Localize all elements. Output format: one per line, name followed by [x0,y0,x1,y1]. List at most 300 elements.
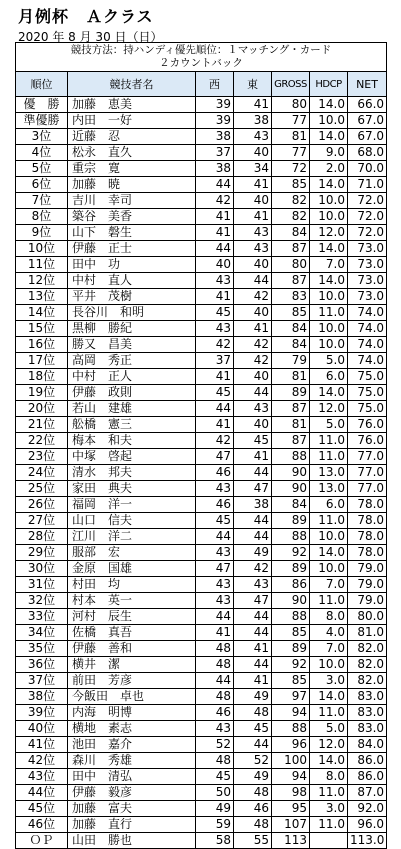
cell-player-name: 森川 秀雄 [68,753,196,769]
cell-player-name: 村田 均 [68,577,196,593]
cell-hdcp: 11.0 [310,449,348,465]
table-row [16,801,387,817]
cell-player-name: 今飯田 卓也 [68,689,196,705]
cell-player-name: 金原 国雄 [68,561,196,577]
table-body [16,97,387,849]
table-row [16,753,387,769]
cell-west-score: 48 [196,641,234,657]
cell-east-score: 44 [234,657,272,673]
table-row [16,449,387,465]
table-row [16,161,387,177]
cell-east-score: 49 [234,545,272,561]
cell-gross: 100 [272,753,310,769]
cell-rank: 15位 [16,321,68,337]
cell-west-score: 48 [196,753,234,769]
cell-rank: 準優勝 [16,113,68,129]
competition-method [16,43,387,72]
cell-net: 83.0 [348,705,387,721]
cell-player-name: 江川 洋二 [68,529,196,545]
cell-net: 66.0 [348,97,387,113]
cell-hdcp: 6.0 [310,369,348,385]
cell-player-name: 山口 信夫 [68,513,196,529]
table-row [16,465,387,481]
cell-rank: 3位 [16,129,68,145]
cell-hdcp: 11.0 [310,817,348,833]
results-table [15,42,387,849]
cell-east-score: 42 [234,289,272,305]
table-row [16,577,387,593]
cell-rank: 17位 [16,353,68,369]
cell-player-name: 村本 英一 [68,593,196,609]
cell-net: 74.0 [348,337,387,353]
cell-gross: 82 [272,193,310,209]
cell-east-score: 43 [234,225,272,241]
cell-gross: 82 [272,209,310,225]
cell-rank: 29位 [16,545,68,561]
cell-gross: 98 [272,785,310,801]
table-row [16,625,387,641]
cell-east-score: 48 [234,817,272,833]
cell-gross: 85 [272,177,310,193]
cell-player-name: 清水 邦夫 [68,465,196,481]
cell-rank: 45位 [16,801,68,817]
cell-player-name: 横地 素志 [68,721,196,737]
cell-net: 72.0 [348,209,387,225]
cell-gross: 96 [272,737,310,753]
cell-west-score: 43 [196,545,234,561]
cell-player-name: 山田 勝也 [68,833,196,849]
cell-east-score: 47 [234,481,272,497]
table-row [16,337,387,353]
cell-east-score: 43 [234,129,272,145]
cell-net: 78.0 [348,497,387,513]
event-date: 2020 年 8 月 30 日（日） [18,30,163,44]
cell-west-score: 46 [196,465,234,481]
cell-gross: 81 [272,129,310,145]
cell-player-name: 田中 清弘 [68,769,196,785]
cell-rank: 10位 [16,241,68,257]
cell-east-score: 40 [234,305,272,321]
cell-player-name: 若山 建雄 [68,401,196,417]
cell-player-name: 佐橋 真吾 [68,625,196,641]
cell-gross: 85 [272,673,310,689]
cell-hdcp: 11.0 [310,785,348,801]
cell-hdcp: 10.0 [310,337,348,353]
cell-net: 73.0 [348,273,387,289]
table-row [16,177,387,193]
cell-east-score: 40 [234,145,272,161]
cell-rank: 12位 [16,273,68,289]
cell-gross: 90 [272,481,310,497]
cell-net: 75.0 [348,369,387,385]
cell-gross: 107 [272,817,310,833]
cell-player-name: 中村 正人 [68,369,196,385]
cell-west-score: 41 [196,417,234,433]
cell-rank: 9位 [16,225,68,241]
cell-west-score: 41 [196,209,234,225]
cell-gross: 84 [272,497,310,513]
cell-west-score: 52 [196,737,234,753]
cell-rank: 11位 [16,257,68,273]
cell-player-name: 福岡 洋一 [68,497,196,513]
cell-hdcp: 5.0 [310,721,348,737]
cell-net: 86.0 [348,769,387,785]
cell-gross: 84 [272,321,310,337]
header-hdcp: HDCP [310,72,348,97]
cell-player-name: 長谷川 和明 [68,305,196,321]
cell-east-score: 34 [234,161,272,177]
cell-west-score: 41 [196,369,234,385]
cell-net: 83.0 [348,689,387,705]
cell-hdcp: 11.0 [310,705,348,721]
cell-hdcp: 14.0 [310,689,348,705]
cell-rank: 42位 [16,753,68,769]
cell-rank: 8位 [16,209,68,225]
cell-net: 82.0 [348,673,387,689]
cell-hdcp: 13.0 [310,481,348,497]
cell-hdcp: 11.0 [310,513,348,529]
cell-west-score: 42 [196,193,234,209]
cell-east-score: 48 [234,705,272,721]
cell-west-score: 41 [196,289,234,305]
cell-hdcp: 14.0 [310,273,348,289]
cell-net: 70.0 [348,161,387,177]
cell-player-name: 加藤 富夫 [68,801,196,817]
cell-west-score: 41 [196,225,234,241]
cell-west-score: 48 [196,689,234,705]
cell-west-score: 41 [196,625,234,641]
cell-east-score: 42 [234,353,272,369]
table-row [16,561,387,577]
cell-net: 73.0 [348,257,387,273]
cell-hdcp: 12.0 [310,737,348,753]
cell-player-name: 内田 一好 [68,113,196,129]
cell-net: 71.0 [348,177,387,193]
cell-east-score: 43 [234,401,272,417]
cell-gross: 95 [272,801,310,817]
cell-player-name: 伊藤 毅彦 [68,785,196,801]
cell-west-score: 40 [196,257,234,273]
cell-east-score: 42 [234,561,272,577]
cell-east-score: 49 [234,769,272,785]
cell-net: 72.0 [348,193,387,209]
cell-player-name: 河村 辰生 [68,609,196,625]
cell-hdcp: 7.0 [310,257,348,273]
cell-gross: 87 [272,401,310,417]
cell-player-name: 伊藤 正士 [68,241,196,257]
cell-west-score: 44 [196,241,234,257]
cell-net: 84.0 [348,737,387,753]
cell-rank: 40位 [16,721,68,737]
cell-east-score: 52 [234,753,272,769]
header-east: 東 [234,72,272,97]
cell-west-score: 37 [196,353,234,369]
cell-west-score: 49 [196,801,234,817]
header-net: NET [348,72,387,97]
cell-net: 77.0 [348,449,387,465]
header-rank: 順位 [16,72,68,97]
cell-west-score: 44 [196,529,234,545]
cell-net: 113.0 [348,833,387,849]
cell-west-score: 46 [196,705,234,721]
cell-net: 74.0 [348,353,387,369]
cell-gross: 90 [272,593,310,609]
cell-net: 77.0 [348,465,387,481]
cell-gross: 88 [272,721,310,737]
table-row [16,305,387,321]
cell-gross: 92 [272,545,310,561]
cell-west-score: 38 [196,129,234,145]
cell-rank: 37位 [16,673,68,689]
cell-player-name: 築谷 美香 [68,209,196,225]
cell-net: 76.0 [348,433,387,449]
cell-east-score: 44 [234,465,272,481]
cell-west-score: 42 [196,337,234,353]
cell-net: 86.0 [348,753,387,769]
cell-player-name: 前田 芳彦 [68,673,196,689]
table-row [16,273,387,289]
cell-east-score: 40 [234,417,272,433]
cell-west-score: 43 [196,593,234,609]
cell-net: 79.0 [348,593,387,609]
cell-rank: 25位 [16,481,68,497]
cell-east-score: 41 [234,177,272,193]
cell-east-score: 41 [234,321,272,337]
cell-hdcp: 14.0 [310,753,348,769]
cell-west-score: 48 [196,657,234,673]
cell-player-name: 山下 磐生 [68,225,196,241]
cell-player-name: 加藤 暁 [68,177,196,193]
cell-rank: 18位 [16,369,68,385]
cell-hdcp: 10.0 [310,113,348,129]
table-row [16,609,387,625]
cell-net: 96.0 [348,817,387,833]
cell-hdcp: 5.0 [310,353,348,369]
cell-east-score: 40 [234,257,272,273]
cell-rank: 33位 [16,609,68,625]
cell-player-name: 横井 潔 [68,657,196,673]
cell-gross: 80 [272,97,310,113]
cell-net: 73.0 [348,289,387,305]
cell-rank: 7位 [16,193,68,209]
cell-west-score: 58 [196,833,234,849]
table-row [16,209,387,225]
cell-rank: 20位 [16,401,68,417]
cell-hdcp: 14.0 [310,241,348,257]
cell-net: 82.0 [348,657,387,673]
cell-hdcp: 10.0 [310,529,348,545]
cell-west-score: 47 [196,449,234,465]
cell-east-score: 40 [234,369,272,385]
cell-gross: 81 [272,369,310,385]
cell-east-score: 46 [234,801,272,817]
cell-net: 78.0 [348,513,387,529]
table-row [16,401,387,417]
table-row [16,241,387,257]
cell-rank: 26位 [16,497,68,513]
cell-west-score: 42 [196,433,234,449]
cell-west-score: 45 [196,513,234,529]
cell-gross: 87 [272,273,310,289]
table-row [16,769,387,785]
table-row [16,225,387,241]
cell-east-score: 45 [234,721,272,737]
cell-rank: 16位 [16,337,68,353]
cell-net: 67.0 [348,129,387,145]
cell-player-name: 舩橋 憲三 [68,417,196,433]
cell-east-score: 41 [234,673,272,689]
header-player-name: 競技者名 [68,72,196,97]
cell-hdcp: 7.0 [310,577,348,593]
cell-rank: 6位 [16,177,68,193]
cell-gross: 87 [272,241,310,257]
cell-net: 77.0 [348,481,387,497]
cell-east-score: 41 [234,641,272,657]
cell-gross: 89 [272,385,310,401]
cell-east-score: 43 [234,577,272,593]
cell-hdcp: 11.0 [310,593,348,609]
cell-west-score: 45 [196,385,234,401]
cell-hdcp: 10.0 [310,561,348,577]
cell-player-name: 勝又 昌美 [68,337,196,353]
table-row [16,129,387,145]
cell-west-score: 45 [196,305,234,321]
cell-gross: 113 [272,833,310,849]
cell-net: 72.0 [348,225,387,241]
cell-hdcp: 13.0 [310,465,348,481]
cell-east-score: 44 [234,513,272,529]
cell-west-score: 50 [196,785,234,801]
cell-east-score: 42 [234,337,272,353]
cell-east-score: 48 [234,785,272,801]
cell-rank: 21位 [16,417,68,433]
cell-rank: 44位 [16,785,68,801]
cell-east-score: 40 [234,193,272,209]
cell-west-score: 59 [196,817,234,833]
cell-net: 68.0 [348,145,387,161]
cell-player-name: 加藤 恵美 [68,97,196,113]
cell-west-score: 38 [196,161,234,177]
cell-east-score: 44 [234,385,272,401]
header-west: 西 [196,72,234,97]
cell-gross: 72 [272,161,310,177]
cell-hdcp: 5.0 [310,417,348,433]
cell-gross: 89 [272,561,310,577]
cell-hdcp: 8.0 [310,769,348,785]
cell-east-score: 41 [234,449,272,465]
cell-hdcp: 3.0 [310,801,348,817]
cell-west-score: 45 [196,769,234,785]
cell-rank: 36位 [16,657,68,673]
cell-rank: 優 勝 [16,97,68,113]
table-row [16,417,387,433]
cell-east-score: 45 [234,433,272,449]
table-row [16,817,387,833]
cell-hdcp: 7.0 [310,641,348,657]
table-row [16,657,387,673]
cell-gross: 87 [272,433,310,449]
cell-west-score: 44 [196,401,234,417]
table-row [16,737,387,753]
cell-east-score: 38 [234,497,272,513]
cell-gross: 86 [272,577,310,593]
cell-net: 75.0 [348,401,387,417]
table-row [16,321,387,337]
cell-rank: 24位 [16,465,68,481]
cell-west-score: 44 [196,177,234,193]
table-row [16,529,387,545]
cell-hdcp: 2.0 [310,161,348,177]
cell-net: 74.0 [348,305,387,321]
table-row [16,353,387,369]
cell-net: 87.0 [348,785,387,801]
table-row [16,481,387,497]
cell-hdcp: 10.0 [310,657,348,673]
cell-player-name: 松永 直久 [68,145,196,161]
table-row [16,513,387,529]
table-row [16,497,387,513]
table-row [16,721,387,737]
cell-gross: 77 [272,113,310,129]
table-row [16,641,387,657]
cell-hdcp: 10.0 [310,289,348,305]
cell-east-score: 38 [234,113,272,129]
cell-rank: 46位 [16,817,68,833]
cell-gross: 94 [272,705,310,721]
competition-method-row [16,43,387,72]
cell-rank: 32位 [16,593,68,609]
cell-rank: ＯＰ [16,833,68,849]
competition-method-line1: 競技方法：持ハンディ優先順位：１マッチング・カード [70,44,332,56]
cell-net: 79.0 [348,561,387,577]
cell-gross: 89 [272,641,310,657]
cell-player-name: 伊藤 政則 [68,385,196,401]
competition-method-line2: ２カウントバック [159,57,243,69]
cell-west-score: 43 [196,721,234,737]
cell-hdcp: 10.0 [310,321,348,337]
cell-player-name: 高岡 秀正 [68,353,196,369]
table-row [16,785,387,801]
cell-net: 76.0 [348,417,387,433]
cell-rank: 4位 [16,145,68,161]
cell-hdcp: 14.0 [310,177,348,193]
table-row [16,833,387,849]
cell-rank: 39位 [16,705,68,721]
cell-east-score: 44 [234,609,272,625]
cell-net: 81.0 [348,625,387,641]
table-row [16,593,387,609]
cell-east-score: 44 [234,273,272,289]
cell-gross: 92 [272,657,310,673]
cell-east-score: 41 [234,209,272,225]
cell-east-score: 43 [234,241,272,257]
table-row [16,289,387,305]
cell-rank: 5位 [16,161,68,177]
cell-player-name: 服部 宏 [68,545,196,561]
cell-player-name: 黒柳 勝紀 [68,321,196,337]
cell-west-score: 37 [196,145,234,161]
cell-rank: 28位 [16,529,68,545]
cell-net: 67.0 [348,113,387,129]
cell-net: 78.0 [348,545,387,561]
cell-hdcp: 14.0 [310,545,348,561]
table-row [16,193,387,209]
cell-rank: 41位 [16,737,68,753]
cell-player-name: 近藤 忍 [68,129,196,145]
cell-player-name: 家田 典夫 [68,481,196,497]
cell-gross: 81 [272,417,310,433]
cell-rank: 35位 [16,641,68,657]
